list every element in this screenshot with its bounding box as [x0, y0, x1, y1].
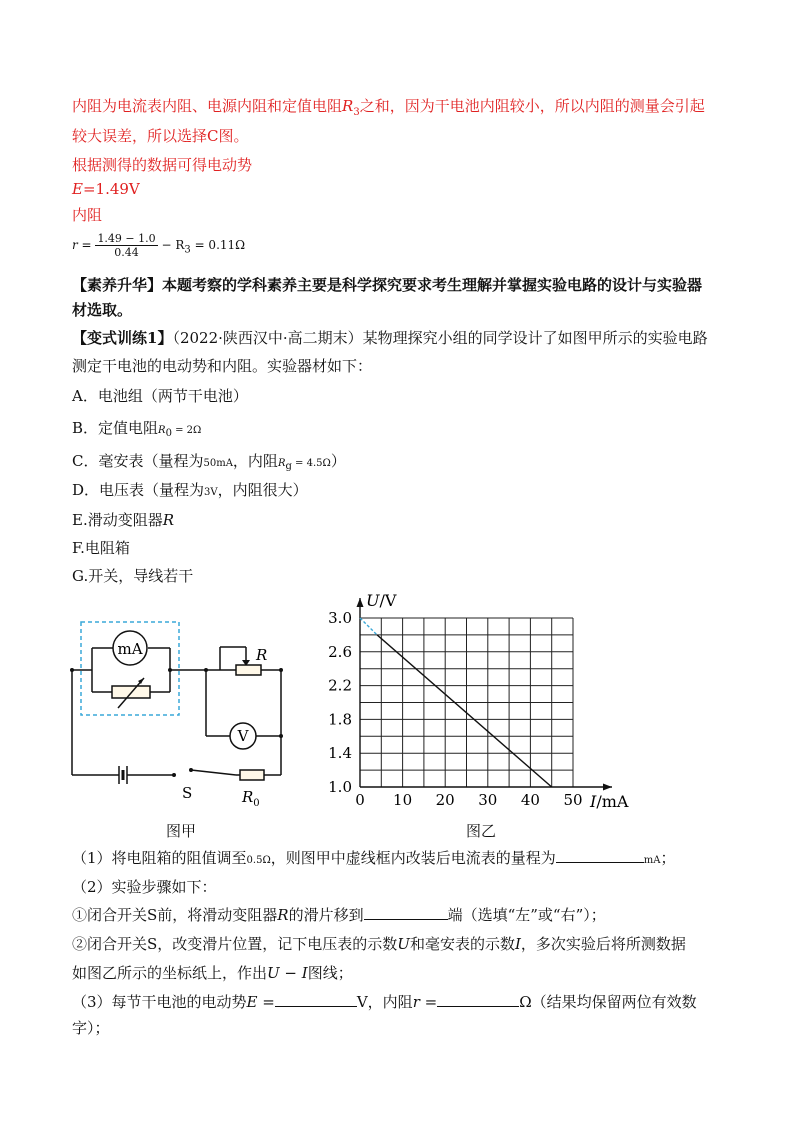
exercise-line-2: 测定干电池的电动势和内阻。实验器材如下：: [72, 357, 373, 375]
solution-line-1: 内阻为电流表内阻、电源内阻和定值电阻$R_3$之和，因为干电池内阻较小，所以内阻的测量会引起: [72, 97, 705, 118]
item-a: A．电池组（两节干电池）: [72, 387, 248, 405]
question-3-cont: 字）；: [72, 1019, 110, 1037]
y-axis-arrow: [357, 598, 364, 607]
x-tick-label: 50: [563, 791, 583, 809]
x-tick-label: 40: [520, 791, 540, 809]
switch-label: S: [182, 784, 193, 802]
literacy-line-2: 材选取。: [72, 301, 133, 319]
answer-blank-2[interactable]: [364, 905, 448, 920]
graph-axes: [357, 598, 613, 791]
question-3: （3）每节干电池的电动势E = V，内阻r = Ω（结果均保留两位有效数: [72, 993, 697, 1011]
question-2-step-2: ②闭合开关S，改变滑片位置，记下电压表的示数U和毫安表的示数I，多次实验后将所测数据: [72, 935, 686, 953]
answer-blank-1[interactable]: [556, 848, 644, 863]
item-f: F.电阻箱: [72, 539, 130, 557]
rheostat-label: R: [256, 646, 268, 664]
graph-caption: 图乙: [466, 822, 497, 840]
circuit-diagram: [60, 610, 300, 810]
exercise-line-1: 【变式训练1】（2022·陕西汉中·高二期末）某物理探究小组的同学设计了如图甲所示的实验电路: [72, 329, 708, 347]
resistance-box-icon: [112, 678, 150, 708]
y-tick-label: 1.0: [328, 778, 352, 796]
item-e: E.滑动变阻器R: [72, 511, 175, 529]
circuit-caption: 图甲: [166, 822, 197, 840]
question-2: （2）实验步骤如下：: [72, 878, 217, 896]
question-1: （1）将电阻箱的阻值调至0.5Ω，则图甲中虚线框内改装后电流表的量程为 mA；: [72, 849, 676, 867]
u-i-line: [377, 635, 552, 787]
literacy-line-1: 【素养升华】本题考察的学科素养主要是科学探究要求考生理解并掌握实验电路的设计与实验器: [72, 276, 703, 294]
answer-blank-3[interactable]: [275, 992, 357, 1007]
y-tick-label: 2.2: [328, 676, 352, 695]
question-2-step-1: ①闭合开关S前，将滑动变阻器R的滑片移到 端（选填“左”或“右”）；: [72, 906, 606, 924]
x-axis-arrow: [603, 784, 612, 791]
graph-origin-label: 0: [355, 791, 365, 809]
item-b: B．定值电阻$R_0 = 2\Omega$: [72, 419, 202, 439]
x-tick-label: 30: [478, 791, 498, 809]
solution-line-5: 内阻: [72, 206, 103, 224]
graph-grid: [360, 618, 573, 787]
item-d: D．电压表（量程为3V，内阻很大）: [72, 481, 308, 499]
graph-x-axis-label: I/mA: [590, 792, 629, 811]
item-c: C．毫安表（量程为50mA，内阻$R_g = 4.5\Omega$）: [72, 452, 346, 472]
resistance-formula: r = $\frac{1.49 - 1.0}{0.44}$ − $R_3 = 0.11\Omega$: [72, 232, 246, 259]
answer-blank-4[interactable]: [437, 992, 519, 1007]
rheostat-icon: [236, 665, 261, 675]
emf-value: E=1.49V: [72, 180, 140, 198]
u-i-graph: [318, 590, 638, 820]
extrapolated-line: [360, 618, 377, 635]
y-tick-label: 1.4: [328, 744, 352, 763]
y-tick-label: 1.8: [328, 710, 352, 729]
solution-line-3: 根据测得的数据可得电动势: [72, 156, 253, 174]
battery-icon: [119, 766, 127, 784]
graph-y-axis-label: U/V: [366, 591, 397, 610]
ammeter-label: mA: [117, 640, 143, 658]
y-tick-label: 2.6: [328, 642, 352, 661]
fixed-resistor-icon: [240, 770, 264, 780]
r0-label: $R_0$: [242, 788, 260, 809]
solution-line-2: 较大误差，所以选择C图。: [72, 127, 249, 145]
voltmeter-label: V: [237, 727, 249, 745]
question-2-step-3: 如图乙所示的坐标纸上，作出U − I图线；: [72, 964, 353, 982]
formula-fraction: $\frac{1.49 - 1.0}{0.44}$: [97, 232, 156, 259]
graph-ticks: [328, 609, 582, 809]
x-tick-label: 10: [393, 791, 413, 809]
x-tick-label: 20: [435, 791, 455, 809]
item-g: G.开关，导线若干: [72, 567, 194, 585]
y-tick-label: 3.0: [328, 609, 352, 627]
